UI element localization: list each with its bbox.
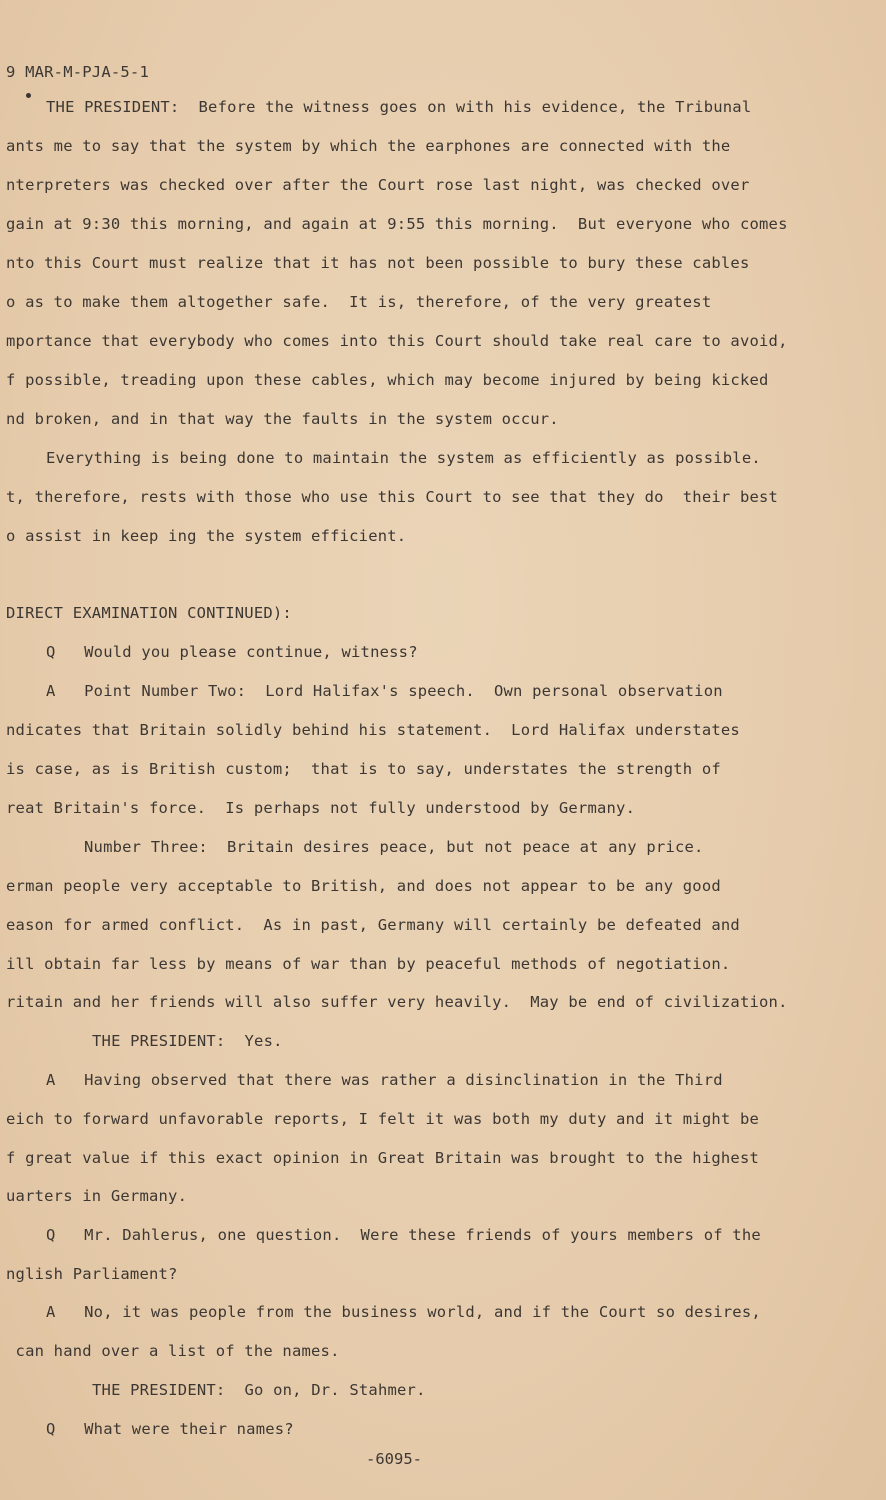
text-line: nglish Parliament? (6, 1265, 178, 1283)
text-line: THE PRESIDENT: Go on, Dr. Stahmer. (92, 1381, 426, 1399)
text-line: ill obtain far less by means of war than by peaceful methods of negotiation. (6, 955, 731, 973)
text-line: erman people very acceptable to British, and does not appear to be any good (6, 877, 721, 895)
text-line: eason for armed conflict. As in past, Germany will certainly be defeated and (6, 916, 740, 934)
text-line: ritain and her friends will also suffer very heavily. May be end of civilization. (6, 993, 788, 1011)
text-line: uarters in Germany. (6, 1187, 188, 1205)
text-line: reat Britain's force. Is perhaps not fully understood by Germany. (6, 799, 636, 817)
text-line: THE PRESIDENT: Before the witness goes on with his evidence, the Tribunal (46, 98, 752, 116)
text-line: o as to make them altogether safe. It is, therefore, of the very greatest (6, 293, 712, 311)
text-line: nterpreters was checked over after the Court rose last night, was checked over (6, 176, 750, 194)
section-heading: DIRECT EXAMINATION CONTINUED): (6, 604, 292, 622)
text-line: A No, it was people from the business world, and if the Court so desires, (46, 1303, 761, 1321)
text-line: Everything is being done to maintain the system as efficiently as possible. (46, 449, 761, 467)
text-line: Q Mr. Dahlerus, one question. Were these friends of yours members of the (46, 1226, 761, 1244)
text-line: THE PRESIDENT: Yes. (92, 1032, 283, 1050)
text-line: o assist in keep ing the system efficient. (6, 527, 407, 545)
text-line: ants me to say that the system by which the earphones are connected with the (6, 137, 731, 155)
punch-mark (26, 93, 31, 98)
page-number: -6095- (366, 1450, 422, 1468)
text-line: Q Would you please continue, witness? (46, 643, 418, 661)
text-line: A Having observed that there was rather a disinclination in the Third (46, 1071, 723, 1089)
text-line: nto this Court must realize that it has not been possible to bury these cables (6, 254, 750, 272)
text-line: eich to forward unfavorable reports, I felt it was both my duty and it might be (6, 1110, 760, 1128)
text-line: mportance that everybody who comes into this Court should take real care to avoid, (6, 332, 788, 350)
text-line: Q What were their names? (46, 1420, 294, 1438)
text-line: A Point Number Two: Lord Halifax's speech. Own personal observation (46, 682, 723, 700)
text-line: gain at 9:30 this morning, and again at 9:55 this morning. But everyone who comes (6, 215, 788, 233)
text-line: f great value if this exact opinion in Great Britain was brought to the highest (6, 1149, 760, 1167)
text-line: Number Three: Britain desires peace, but not peace at any price. (84, 838, 704, 856)
text-line: nd broken, and in that way the faults in the system occur. (6, 410, 559, 428)
document-header: 9 MAR-M-PJA-5-1 (6, 63, 149, 81)
text-line: can hand over a list of the names. (6, 1342, 340, 1360)
text-line: f possible, treading upon these cables, which may become injured by being kicked (6, 371, 769, 389)
text-line: t, therefore, rests with those who use this Court to see that they do their best (6, 488, 779, 506)
text-line: is case, as is British custom; that is to say, understates the strength of (6, 760, 721, 778)
text-line: ndicates that Britain solidly behind his statement. Lord Halifax understates (6, 721, 740, 739)
